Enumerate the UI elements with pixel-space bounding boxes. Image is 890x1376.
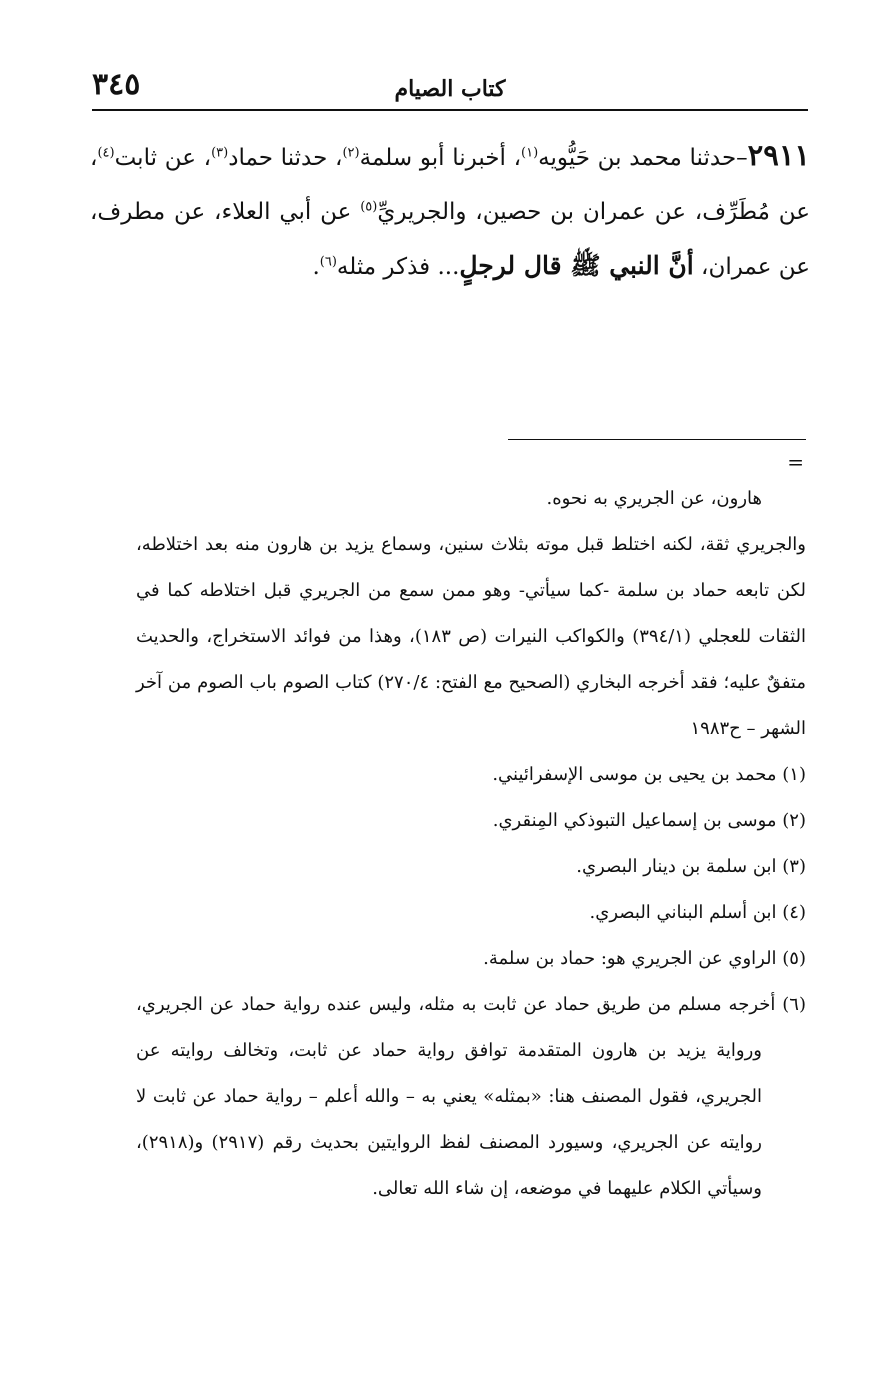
hadith-text-part: ، عن ثابت [114, 145, 212, 171]
hadith-text [90, 128, 810, 294]
continuation-mark: = [787, 450, 804, 474]
hadith-number: ٢٩١١ [747, 138, 810, 172]
footnote-ref: (٢) [342, 145, 360, 161]
footnote-ref: (٤) [97, 145, 115, 161]
hadith-text-part: حدثنا محمد بن حَيُّويه [538, 145, 737, 171]
footnotes-section [136, 476, 806, 1212]
hadith-text-part: . [312, 254, 320, 280]
hadith-bold-phrase: أنَّ النبي ﷺ قال لرجلٍ [459, 251, 694, 280]
footnote-item: (٦) أخرجه مسلم من طريق حماد عن ثابت به مثله، وليس عنده رواية حماد عن الجريري، ورواية يزيد بن هارون المتقدمة توافق رواية حماد عن ثابت، وتخالف روايته عن الجريري، فقول المصنف هنا: «بمثله» يعني به – والله أعلم – رواية حماد عن ثابت لا روايته عن الجريري، وسيورد المصنف لفظ الروايتين بحديث رقم (٢٩١٧) و(٢٩١٨)، وسيأتي الكلام عليهما في موضعه، إن شاء الله تعالى. [136, 994, 806, 1199]
hadith-text-part: ، عن مُطَرِّف، عن عمران بن حصين، والجريريِّ [90, 145, 810, 225]
running-title: كتاب الصيام [394, 76, 506, 102]
hadith-text-part: عن أبي العلاء، عن مطرف، عن عمران، [90, 199, 810, 280]
footnote-continued-line: هارون، عن الجريري به نحوه. [546, 488, 762, 509]
footnote-divider [508, 439, 806, 440]
hadith-dash: – [736, 145, 748, 171]
header-rule [92, 109, 808, 111]
hadith-text-part: ... فذكر مثله [336, 254, 460, 280]
footnote-paragraph: والجريري ثقة، لكنه اختلط قبل موته بثلاث سنين، وسماع يزيد بن هارون منه بعد اختلاطه، لكن تابعه حماد بن سلمة -كما سيأتي- وهو ممن سمع من الجريري قبل اختلاطه كما في الثقات للعجلي (٣٩٤/١) والكواكب النيرات (ص ١٨٣)، وهذا من فوائد الاستخراج، والحديث متفقٌ عليه؛ فقد أخرجه البخاري (الصحيح مع الفتح: ٢٧٠/٤) كتاب الصوم باب الصوم من آخر الشهر – ح١٩٨٣ [136, 534, 806, 739]
footnote-item: (٢) موسى بن إسماعيل التبوذكي المِنقري. [492, 810, 806, 831]
page-header [92, 68, 808, 110]
footnote-ref: (٦) [319, 254, 337, 270]
footnote-item: (٥) الراوي عن الجريري هو: حماد بن سلمة. [483, 948, 806, 969]
hadith-text-part: ، حدثنا حماد [228, 145, 343, 171]
footnote-item: (١) محمد بن يحيى بن موسى الإسفرائيني. [492, 764, 806, 785]
footnote-ref: (١) [521, 145, 539, 161]
footnote-item: (٣) ابن سلمة بن دينار البصري. [576, 856, 806, 877]
footnote-ref: (٣) [211, 145, 229, 161]
page-number: ٣٤٥ [92, 67, 141, 102]
hadith-text-part: ، أخبرنا أبو سلمة [359, 145, 522, 171]
footnote-ref: (٥) [360, 199, 378, 215]
footnote-item: (٤) ابن أسلم البناني البصري. [589, 902, 806, 923]
